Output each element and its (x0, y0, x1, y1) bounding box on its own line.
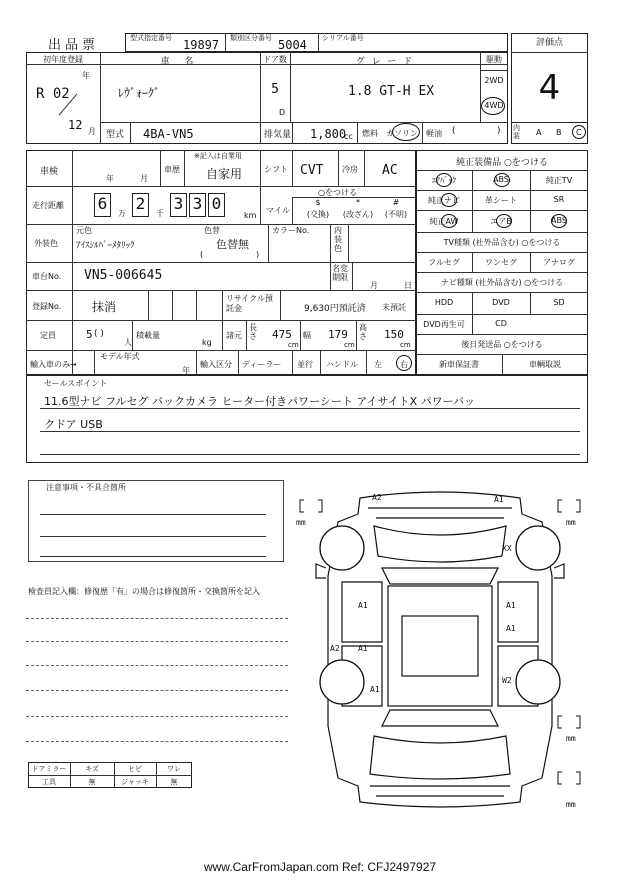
defect-notes-title: 注意事項・不具合箇所 (46, 483, 126, 492)
navi-dvd: DVD (492, 298, 510, 307)
drive-2wd: 2WD (484, 76, 504, 85)
handle-right: 右 (400, 360, 408, 369)
first-reg-label: 初年度登録 (43, 55, 83, 64)
load-label: 積載量 (136, 331, 160, 340)
history-label: 車歴 (164, 165, 180, 174)
modify-symbol: * (356, 198, 360, 207)
fuel-label: 燃料 (362, 129, 378, 138)
damage-mark-10: W2 (502, 676, 512, 685)
capacity-label: 定員 (40, 331, 56, 340)
dims-label: 諸元 (226, 331, 242, 340)
height-value: 150 (384, 328, 404, 341)
fuel-circle (392, 123, 420, 141)
name-change-label: 名変期限 (332, 264, 348, 282)
name-change-day: 日 (404, 281, 412, 290)
capacity-unit: 人 (124, 338, 132, 347)
width-label: 幅 (303, 331, 311, 340)
checklist-jack-label: ジャッキ (121, 778, 149, 786)
model-no: 19897 (183, 38, 220, 52)
color-change-value: 色替無 (216, 238, 249, 251)
score-value: 4 (538, 67, 561, 108)
color-paren-close: ) (256, 250, 260, 259)
footer-reference: www.CarFromJapan.com Ref: CFJ2497927 (203, 860, 437, 874)
mileage-digit-4: 3 (192, 194, 203, 213)
recycle-unpaid: 未預託 (382, 303, 406, 312)
exchange-label: (交換) (306, 210, 330, 219)
drive-4wd: 4WD (484, 101, 504, 110)
handle-right-circle (396, 355, 412, 371)
doors-label: ドア数 (263, 55, 287, 64)
door-type: D (279, 108, 286, 117)
navi-cd: CD (495, 319, 507, 328)
damage-mark-2: A1 (494, 495, 504, 504)
import-label: 輸入車のみ→ (30, 360, 77, 369)
equip-tv: 純正TV (545, 176, 573, 185)
model-year-label: モデル年式 (100, 352, 140, 361)
navi-sd: SD (553, 298, 565, 307)
interior-grade-b: B (556, 128, 562, 137)
interior-label: 内装 (513, 124, 520, 140)
modify-label: (改ざん) (342, 210, 374, 219)
import-type-label: 輸入区分 (200, 360, 232, 369)
parallel-label: 並行 (297, 360, 313, 369)
month-suffix: 月 (88, 127, 96, 136)
damage-mark-6: A1 (506, 624, 516, 633)
sales-point-label: セールスポイント (44, 379, 108, 388)
dealer-label: ディーラー (242, 360, 282, 369)
light-oil-label: 軽油 (426, 129, 442, 138)
width-value: 179 (328, 328, 348, 341)
equip-aw: 純正AW (429, 217, 459, 226)
mileage-digit-2: 2 (135, 194, 146, 213)
tv-title: TV種類 (社外品含む) ○をつける (443, 238, 561, 247)
ac-label: 冷房 (342, 165, 358, 174)
front-left-wheel (320, 526, 364, 570)
damage-mark-7: A2 (330, 644, 340, 653)
mileage-sen: 千 (156, 209, 164, 218)
width-unit: cm (344, 341, 355, 349)
class-no-label: 類別区分番号 (230, 34, 272, 42)
checklist-header-scratch: キズ (85, 765, 99, 773)
displacement-label: 排気量 (264, 130, 292, 140)
history-value: 自家用 (206, 167, 243, 181)
handle-label: ハンドル (326, 360, 358, 369)
unknown-symbol: # (392, 198, 400, 207)
name-change-month: 月 (370, 281, 378, 290)
docs-warranty: 新車保証書 (439, 360, 479, 369)
length-value: 475 (272, 328, 292, 341)
tyre-fr-unit: mm (566, 518, 576, 527)
first-reg-era: R 02 (36, 86, 70, 102)
checklist-header-mirror: ドアミラー (31, 765, 67, 773)
grade-value: 1.8 GT-H EX (348, 84, 435, 99)
grade-label: グ レ ー ド (355, 57, 415, 67)
model-label: 型式 (106, 130, 125, 140)
mileage-unit: km (244, 211, 257, 220)
mileage-man: 万 (118, 209, 126, 218)
equip-abs: ABS (493, 175, 509, 184)
unknown-label: (不明) (384, 210, 408, 219)
tyre-fl-unit: mm (296, 518, 306, 527)
fuel-value: ガソリン (386, 129, 418, 138)
color-code-label: カラーNo. (272, 226, 310, 235)
checklist-header-crack: ヒビ (128, 765, 142, 773)
damage-mark-4: A1 (358, 601, 368, 610)
mileage-digit-5: 0 (211, 194, 222, 213)
color-orig-label: 元色 (76, 226, 92, 235)
checklist-jack-value: 無 (170, 778, 178, 786)
ac-value: AC (382, 163, 398, 178)
inspection-label: 車検 (40, 167, 59, 177)
mileage-label: 走行距離 (32, 201, 64, 210)
navi-title: ナビ種類 (社外品含む) ○をつける (440, 278, 564, 287)
equip-airb: エアB (490, 217, 512, 226)
drive-label: 駆動 (486, 55, 502, 64)
rear-right-wheel (516, 660, 560, 704)
serial-label: シリアル番号 (322, 34, 364, 42)
rear-left-wheel (320, 660, 364, 704)
mileage-circle-note: ○をつける (318, 188, 357, 197)
drive-4wd-circle (481, 97, 505, 115)
height-unit: cm (400, 341, 411, 349)
displacement-unit: cc (344, 132, 353, 141)
docs-manual: 車輌取説 (529, 360, 561, 369)
checklist-tools-value: 無 (88, 778, 96, 786)
mileage-digit-1: 6 (97, 194, 108, 213)
damage-mark-1: A2 (372, 493, 382, 502)
inspector-note: 検査員記入欄：修復歴「有」の場合は修復箇所・交換箇所を記入 (28, 587, 260, 596)
length-label: 長さ (249, 323, 257, 341)
navi-hdd: HDD (434, 298, 454, 307)
interior-grade-circle (572, 125, 586, 139)
displacement-value: 1,800 (310, 127, 347, 141)
equip-sr: SR (553, 195, 565, 204)
sheet-title: 出品票 (48, 38, 100, 53)
equipment-title: 純正装備品 ○をつける (456, 158, 548, 168)
car-name: ﾚｳﾞｫｰｸﾞ (118, 86, 161, 100)
height-label: 高さ (359, 323, 367, 341)
reg-no-label: 登録No. (32, 302, 62, 311)
equip-navi: 純正ナビ (428, 196, 460, 205)
chassis-label: 車台No. (32, 272, 62, 281)
model-no-label: 型式指定番号 (130, 34, 172, 42)
score-label: 評価点 (535, 38, 563, 48)
tv-analog: アナログ (543, 258, 575, 267)
chassis-value: VN5-006645 (84, 268, 163, 283)
reg-no-value: 抹消 (92, 300, 117, 314)
first-reg-month: 12 (68, 118, 83, 132)
capacity-value: 5 (86, 328, 93, 341)
equip-abs-2: ABS (551, 216, 567, 225)
mileage-digit-3: 3 (173, 194, 184, 213)
checklist-header-break: ワレ (167, 765, 181, 773)
inspection-year: 年 (106, 174, 114, 183)
length-unit: cm (288, 341, 299, 349)
color-value: ｱｲｽｼﾙﾊﾞｰﾒﾀﾘｯｸ (76, 241, 135, 251)
inspection-month: 月 (140, 174, 148, 183)
recycle-value: 9,630円預託済 (304, 304, 366, 314)
exchange-symbol: $ (315, 198, 321, 207)
interior-color-label: 内装色 (334, 226, 342, 253)
load-unit: kg (202, 338, 212, 347)
sales-point-line-1: 11.6型ナビ フルセグ バックカメラ ヒーター付きパワーシート アイサイトX パワーバッ (44, 395, 476, 408)
interior-grade-c: C (576, 128, 582, 137)
color-label: 外装色 (34, 239, 58, 248)
damage-mark-5: A1 (506, 601, 516, 610)
light-oil-paren-open: ( (452, 126, 456, 136)
front-right-wheel (516, 526, 560, 570)
handle-left: 左 (374, 360, 382, 369)
equip-leather: 革シート (485, 196, 517, 205)
capacity-paren: ( ) (94, 329, 104, 339)
damage-mark-9: A1 (370, 685, 380, 694)
damage-mark-3: XX (502, 544, 512, 553)
model-year-unit: 年 (182, 366, 190, 375)
mile-label: マイル (266, 206, 290, 215)
interior-grade-a: A (536, 128, 542, 137)
color-paren-open: ( (200, 250, 204, 259)
checklist-tools-label: 工具 (42, 778, 56, 786)
tv-fullseg: フルセグ (428, 258, 460, 267)
car-name-label: 車 名 (160, 57, 200, 67)
model-value: 4BA-VN5 (143, 127, 194, 141)
doors-value: 5 (271, 82, 279, 97)
docs-title: 後日発送品 ○をつける (461, 340, 543, 349)
sales-point-box (26, 375, 588, 463)
sales-point-line-2: クドア USB (44, 418, 103, 431)
history-note: ※記入は自業用 (194, 152, 242, 160)
tyre-rr-unit: mm (566, 734, 576, 743)
damage-mark-8: A1 (358, 644, 368, 653)
tyre-spare-unit: mm (566, 800, 576, 809)
equip-airbag: ｴｱﾊﾞｯｸ (432, 176, 456, 185)
color-change-label: 色替 (204, 226, 220, 235)
year-suffix: 年 (82, 71, 90, 80)
navi-dvd-play: DVD再生可 (423, 320, 465, 329)
recycle-label: リサイクル預託金 (226, 294, 273, 313)
class-no: 5004 (278, 38, 307, 52)
light-oil-paren-close: ) (497, 126, 501, 136)
shift-value: CVT (300, 163, 324, 178)
shift-label: シフト (264, 165, 288, 174)
tv-oneseg: ワンセグ (485, 258, 517, 267)
